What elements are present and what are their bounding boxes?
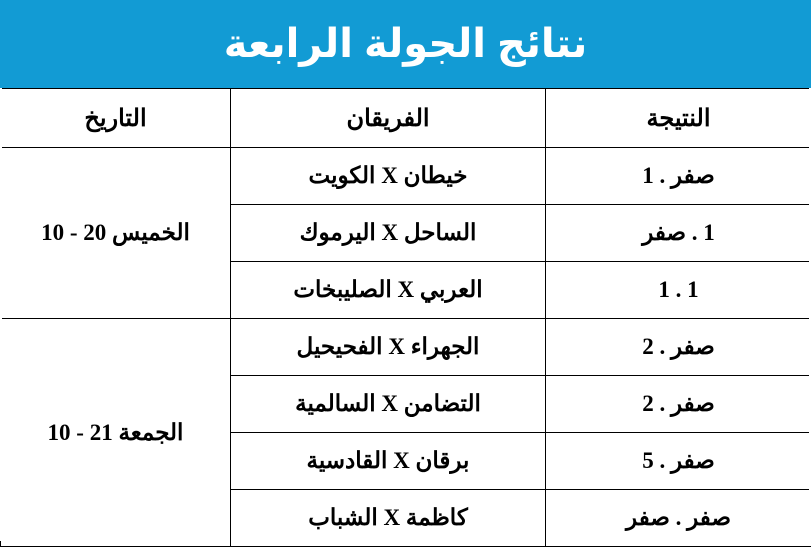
match-date: الخميس 20 - 10	[1, 148, 231, 319]
match-teams: برقان X القادسية	[231, 433, 546, 490]
column-header-score: النتيجة	[546, 89, 811, 148]
match-teams: كاظمة X الشباب	[231, 490, 546, 547]
match-teams: الجهراء X الفحيحيل	[231, 319, 546, 376]
match-score: صفر . صفر	[546, 490, 811, 547]
table-header	[1, 89, 811, 148]
match-score: صفر . 5	[546, 433, 811, 490]
table-row	[1, 148, 811, 205]
page-left-margin	[0, 88, 2, 541]
column-header-date: التاريخ	[1, 89, 231, 148]
table-row	[1, 319, 811, 376]
match-teams: العربي X الصليبخات	[231, 262, 546, 319]
column-header-teams: الفريقان	[231, 89, 546, 148]
table-header-row	[1, 89, 811, 148]
page-title: نتائج الجولة الرابعة	[224, 22, 588, 66]
table-body	[1, 148, 811, 547]
document-title-banner	[0, 0, 811, 88]
match-score: صفر . 1	[546, 148, 811, 205]
match-teams: الساحل X اليرموك	[231, 205, 546, 262]
match-teams: التضامن X السالمية	[231, 376, 546, 433]
match-score: صفر . 2	[546, 376, 811, 433]
match-teams: خيطان X الكويت	[231, 148, 546, 205]
match-score: صفر . 2	[546, 319, 811, 376]
match-date: الجمعة 21 - 10	[1, 319, 231, 547]
match-score: 1 . صفر	[546, 205, 811, 262]
match-score: 1 . 1	[546, 262, 811, 319]
round-results-table	[0, 88, 811, 547]
